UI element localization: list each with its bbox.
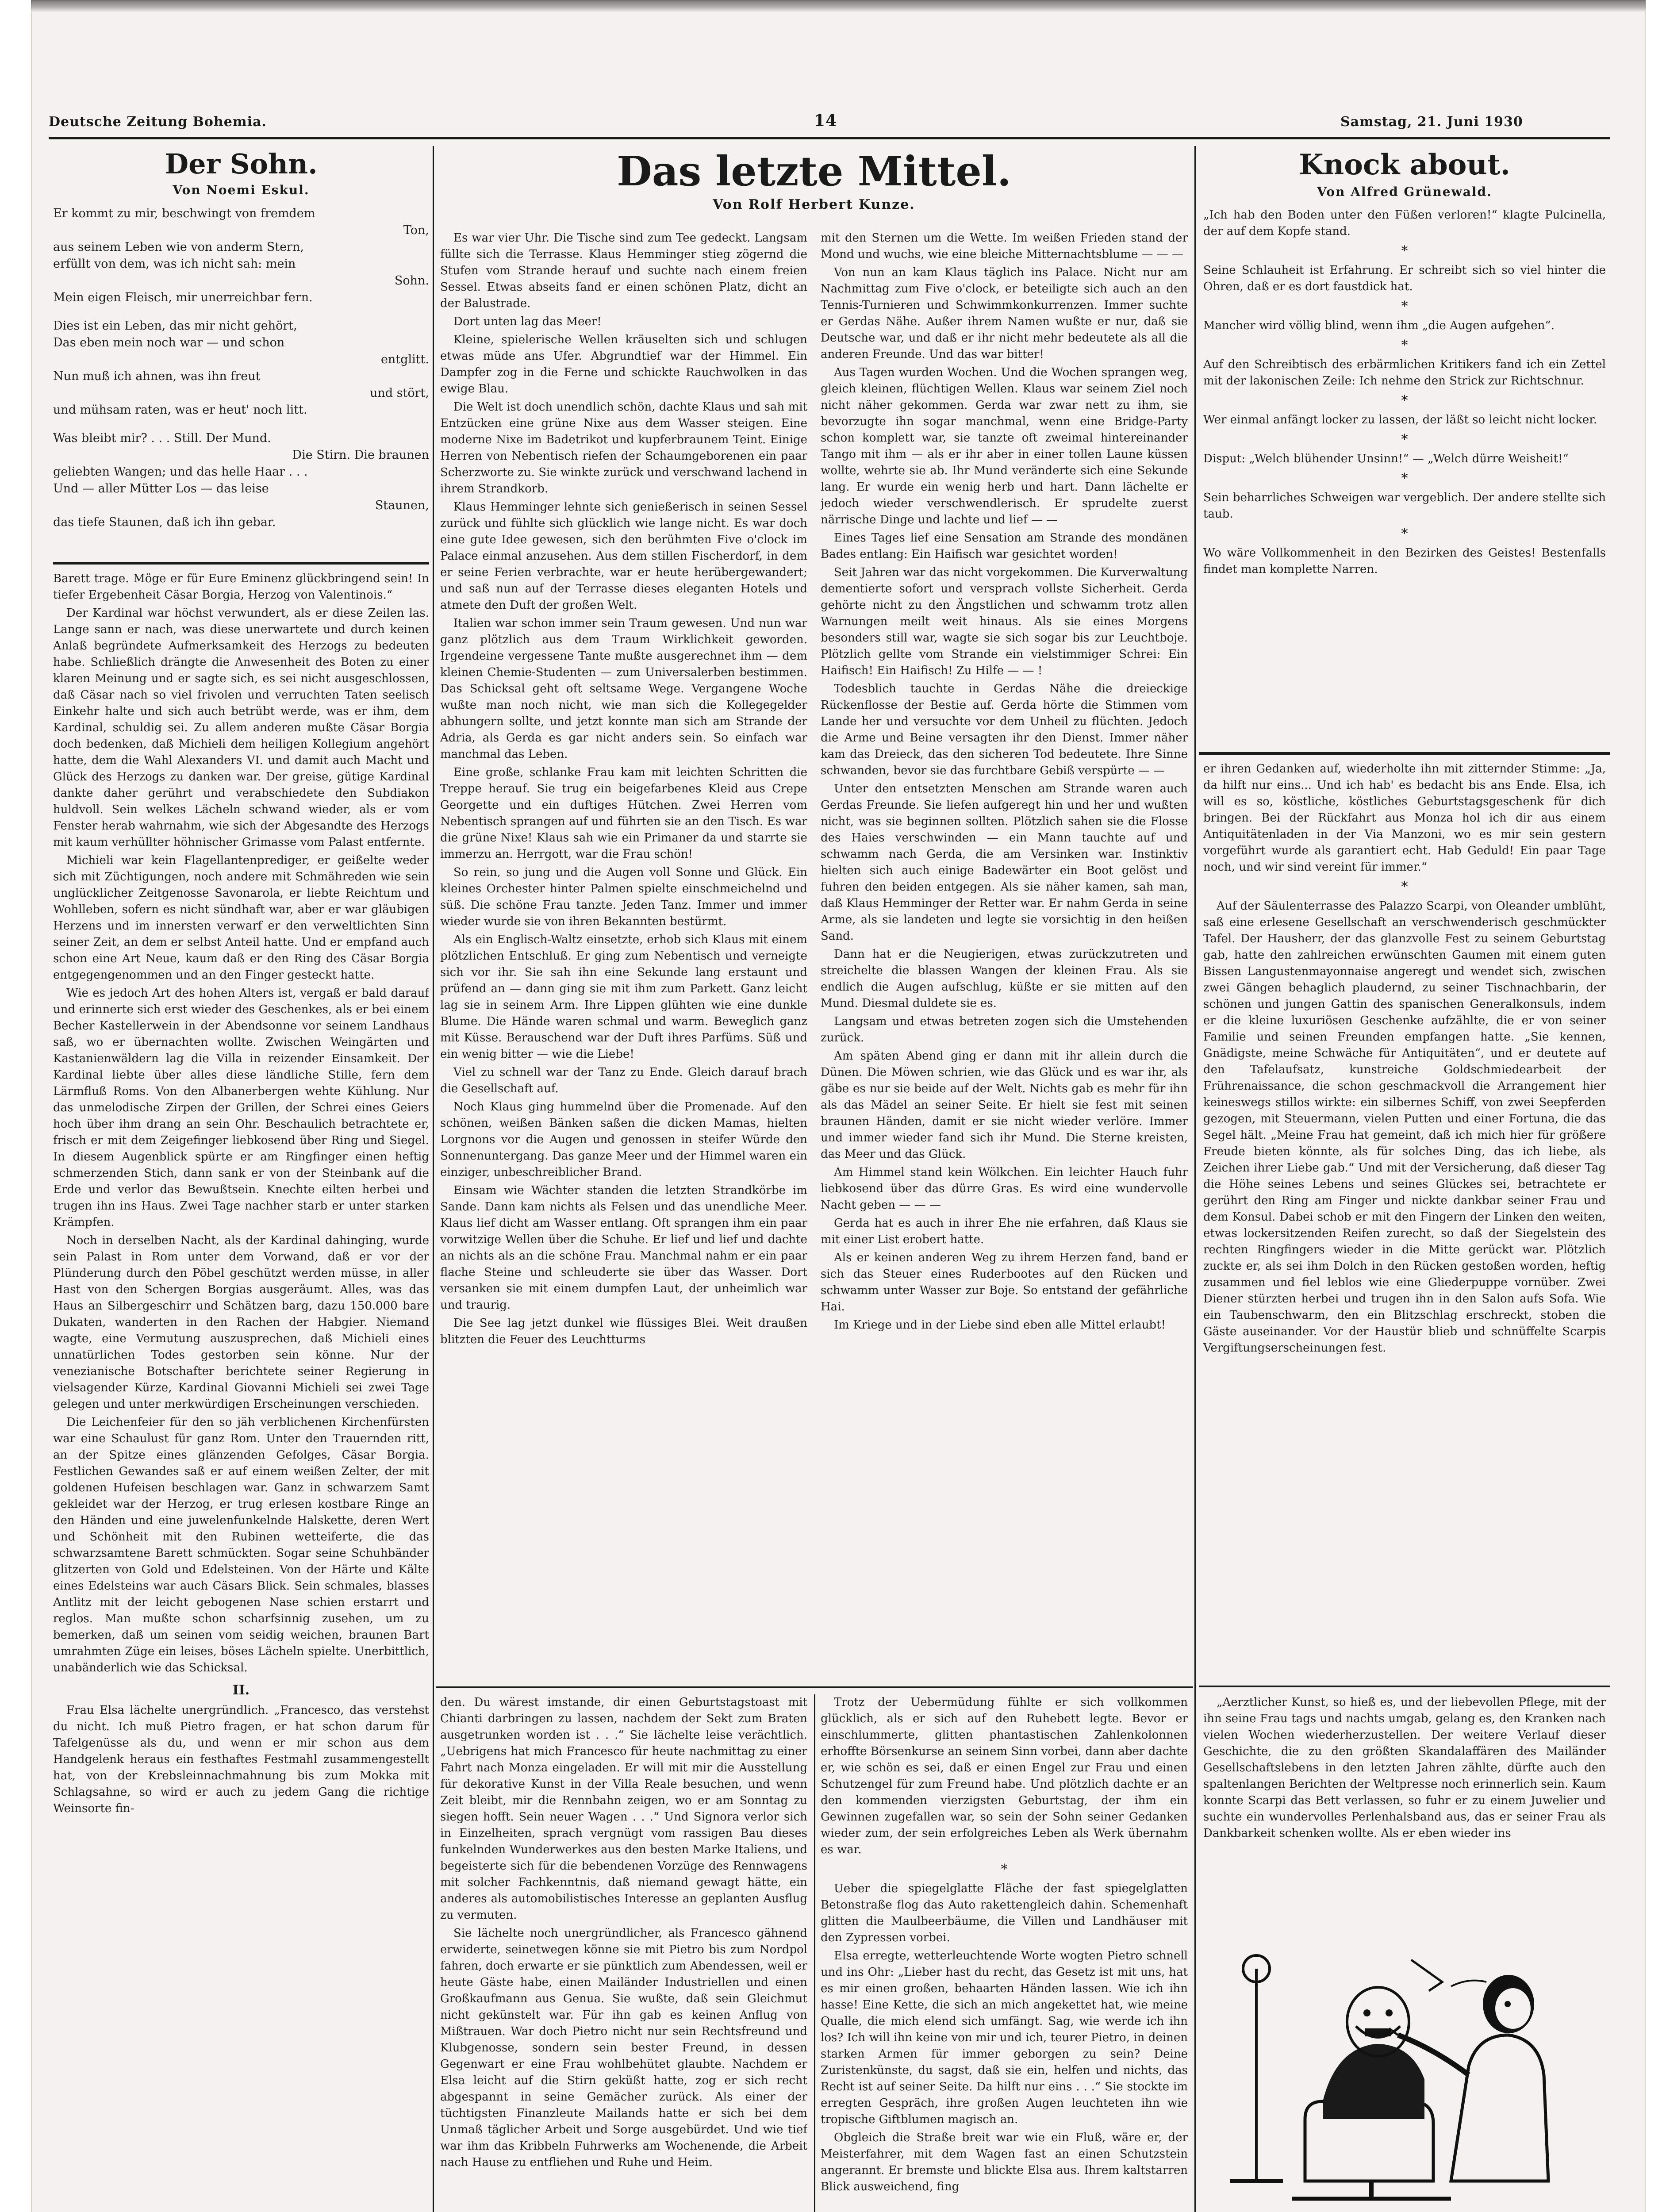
- story-paragraph: Italien war schon immer sein Traum gewesen. Und nun war ganz plötzlich aus dem Traum Wirklichkeit geworden. Irgendeine vergessene Tante mußte ausgerechnet ihm — dem kleinen Chemie-Studenten — zum Universalerben bestimmen. Das Schicksal geht oft seltsame Wege. Vergangene Woche wußte man noch nicht, wie man sich die Kollegegelder abhungern sollte, und jetzt konnte man sich am Strande der Adria, als Gerda es gar nicht anders sein. So einfach war manchmal das Leben.: [440, 617, 807, 761]
- poem-line: entglitt.: [380, 353, 429, 366]
- section-star: *: [1401, 338, 1408, 353]
- poem-line: und stört,: [370, 386, 429, 400]
- story-paragraph: Dann hat er die Neugierigen, etwas zurückzutreten und streichelte die blassen Wangen der kleinen Frau. Als sie endlich die Augen aufschlug, küßte er sie mitten auf den Mund. Diesmal duldete sie es.: [821, 948, 1188, 1010]
- story-paragraph: Von nun an kam Klaus täglich ins Palace. Nicht nur am Nachmittag zum Five o'clock, er beteiligte sich auch an den Tennis-Turnieren und Schwimmkonkurrenzen. Immer suchte er Gerdas Nähe. Außer ihrem Namen wußte er nur, daß sie Deutsche war, und daß er ihr nicht mehr bedeutete als all die anderen Freunde. Und das war bitter!: [821, 266, 1188, 361]
- poem-line: Was bleibt mir? . . . Still. Der Mund.: [53, 431, 271, 445]
- story-paragraph: den. Du wärest imstande, dir einen Geburtstagstoast mit Chianti darbringen zu lassen, nachdem der Sekt zum Braten ausgetrunken worden ist . . .“ Sie lächelte leise verächtlich. „Uebrigens hat mich Francesco für heute nachmittag zu einer Fahrt nach Monza eingeladen. Er will mit mir die Ausstellung für dekorative Kunst in der Villa Reale besuchen, und wenn Zeit bleibt, mir die Rennbahn zeigen, wo er am Sonntag zu siegen hofft. Sein neuer Wagen . . .“ Und Signora verlor sich in Einzelheiten, sprach vergnügt vom rassigen Bau dieses funkelnden Wunderwerkes aus den besten Marke Italiens, und begeisterte sich für die bebendenen Vorzüge des Rennwagens mit solcher Fachkenntnis, daß niemand gewagt hätte, ein anderes als automobilistisches Interesse an geplanten Ausflug zu vermuten.: [440, 1696, 807, 1922]
- story-paragraph: Eines Tages lief eine Sensation am Strande des mondänen Bades entlang: Ein Haifisch war gesichtet worden!: [821, 531, 1188, 561]
- story-paragraph: Aus Tagen wurden Wochen. Und die Wochen sprangen weg, gleich kleinen, flüchtigen Wellen. Klaus war seinem Ziel noch nicht näher gekommen. Gerda war zwar nett zu ihm, sie bevorzugte ihn sogar manchmal, wenn eine Bridge-Party schon komplett war, sie tanzte oft zweimal hintereinander Tango mit ihm — als er ihr aber in einer tollen Laune küssen wollte, wehrte sie ab. Ihr Mund veränderte sich eine Sekunde lang. Er wurde ein wenig herb und hart. Dann lächelte er jedoch wieder verschwendlerisch. Er sprudelte zuerst närrische Dinge und lachte und lief — —: [821, 366, 1188, 526]
- header-rule: [49, 137, 1610, 139]
- poem-line: Das eben mein noch war — und schon: [53, 336, 285, 349]
- poem-stanza: [53, 318, 429, 419]
- story-paragraph: Am Himmel stand kein Wölkchen. Ein leichter Hauch fuhr liebkosend über das dürre Gras. Es wird eine wundervolle Nacht geben — — —: [821, 1166, 1188, 1212]
- section-star: *: [1401, 299, 1408, 314]
- aphorism: Auf den Schreibtisch des erbärmlichen Kritikers fand ich ein Zettel mit der lakonischen Zeile: Ich nehme den Strick zur Richtschnur.: [1203, 358, 1606, 388]
- story-paragraph: Dort unten lag das Meer!: [453, 315, 602, 328]
- aphorisms-title: Knock about.: [1299, 148, 1510, 181]
- story-continuation-left: [440, 1694, 807, 2212]
- section-star: *: [1001, 1862, 1008, 1877]
- story-mittel-header: [440, 148, 1188, 219]
- story-paragraph: Es war vier Uhr. Die Tische sind zum Tee gedeckt. Langsam füllte sich die Terrasse. Klaus Hemminger stieg zögernd die Stufen vom Strande herauf und suchte nach einem freien Sessel. Etwas abseits fand er einen schönen Platz, dicht an der Balustrade.: [440, 231, 807, 310]
- poem-divider-rule: [53, 562, 429, 565]
- aphorism: Mancher wird völlig blind, wenn ihm „die Augen aufgehen“.: [1203, 319, 1555, 332]
- section-number: II.: [232, 1682, 250, 1698]
- dentist-cartoon-illustration: [1203, 1933, 1584, 2212]
- scan-left-margin: [0, 0, 31, 2212]
- scan-right-margin: [1646, 0, 1666, 2212]
- poem-stanza: [53, 430, 429, 531]
- story-paragraph: Sie lächelte noch unergründlicher, als Francesco gähnend erwiderte, seinetwegen könne sie mit Pietro bis zum Nordpol fahren, doch erwarte er sie pünktlich zum Abendessen, weil er heute Gäste habe, einen Mailänder Industriellen und einen Großkaufmann aus Genua. Sie wußte, daß sein Gleichmut nicht gekünstelt war. Für ihn gab es keinen Anflug von Mißtrauen. War doch Pietro nicht nur sein Rechtsfreund und Klubgenosse, sondern sein bester Freund, in dessen Gegenwart er eine Frau wohlbehütet glaubte. Nachdem er Elsa leicht auf die Stirn geküßt hatte, zog er sich recht abgespannt in seine Gemächer zurück. Als einer der tüchtigsten Finanzleute Mailands hatte er sich bei dem Unmaß täglicher Arbeit und Sorge ausgebürdet. Und wie tief war ihm das Kribbeln Fuhrwerks am Wochenende, die Arbeit nach Hause zu entfliehen und Ruhe und Heim.: [440, 1927, 807, 2169]
- story-paragraph: „Aerztlicher Kunst, so hieß es, und der liebevollen Pflege, mit der ihn seine Frau tags und nachts umgab, gelang es, den Kranken nach vielen Wochen wiederherzustellen. Der weitere Verlauf dieser Geschichte, die zu den größten Skandalaffären des Mailänder Gesellschaftslebens in den letzten Jahren zählte, dürfte auch den spaltenlangen Berichten der Weltpresse noch erinnerlich sein. Kaum konnte Scarpi das Bett verlassen, so fuhr er zu einem Juwelier und suchte ein wundervolles Perlenhalsband aus, das er seiner Frau als Dankbarkeit schenken wollte. Als er eben wieder ins: [1203, 1696, 1606, 1840]
- aphorism: Sein beharrliches Schweigen war vergeblich. Der andere stellte sich taub.: [1203, 491, 1606, 521]
- story-paragraph: Noch Klaus ging hummelnd über die Promenade. Auf den schönen, weißen Bänken saßen die dicken Mamas, hielten Lorgnons vor die Augen und genossen in steifer Würde den Sonnenuntergang. Das ganze Meer und der Himmel waren ein einziger, unbeschreiblicher Brand.: [440, 1100, 807, 1179]
- story-borgia: [53, 571, 429, 2212]
- poem-line: Er kommt zu mir, beschwingt von fremdem: [53, 207, 315, 220]
- header-page-number: 14: [814, 111, 837, 130]
- poem-der-sohn: [53, 148, 429, 560]
- poem-line: Die Stirn. Die braunen: [292, 448, 429, 462]
- story-paragraph: So rein, so jung und die Augen voll Sonne und Glück. Ein kleines Orchester hinter Palmen spielte einschmeichelnd und süß. Die schöne Frau tanzte. Jeden Tanz. Immer und immer wieder wurde sie von ihren Bekannten bestürmt.: [440, 866, 807, 928]
- story-paragraph: Klaus Hemminger lehnte sich genießerisch in seinen Sessel zurück und fühlte sich glücklich wie lange nicht. Es war doch eine gute Idee gewesen, sich den berühmten Five o'clock im Palace einmal anzusehen. Aus dem stillen Fischerdorf, in dem er seine Ferien verbrachte, war er heute herübergewandert; und saß nun auf der Terrasse dieses eleganten Hotels und atmete den Duft der großen Welt.: [440, 500, 807, 612]
- story-divider-rule: [436, 1686, 1193, 1688]
- header-date: Samstag, 21. Juni 1930: [1340, 114, 1523, 130]
- story-paragraph: Die Welt ist doch unendlich schön, dachte Klaus und sah mit Entzücken eine grüne Nixe aus dem Wasser steigen. Eine moderne Nixe im Badetrikot und kupferbraunem Teint. Einige Herren von Nebentisch riefen der Schaumgeborenen ein paar Scherzworte zu. Sie winkte zurück und verschwand lachend in ihrem Strandkorb.: [440, 400, 807, 495]
- story-paragraph: Einsam wie Wächter standen die letzten Strandkörbe im Sande. Dann kam nichts als Felsen und das unendliche Meer. Klaus lief dicht am Wasser entlang. Oft sprangen ihm ein paar vorwitzige Wellen über die Schuhe. Er lief und lief und dachte an nichts als an die schöne Frau. Manchmal nahm er ein paar flache Steine und schleuderte sie über das Wasser. Dort versanken sie mit einem dumpfen Laut, der unheimlich war und traurig.: [440, 1184, 807, 1312]
- section-star: *: [1401, 393, 1408, 408]
- poem-line: Und — aller Mütter Los — das leise: [53, 482, 269, 495]
- story-mittel-column-left: [440, 230, 807, 1681]
- story-paragraph: Als er keinen anderen Weg zu ihrem Herzen fand, band er sich das Steuer eines Ruderbootes auf den Rücken und schwamm unter Wasser zur Boje. So entstand der gefährliche Hai.: [821, 1251, 1188, 1313]
- story-paragraph: Am späten Abend ging er dann mit ihr allein durch die Dünen. Die Möwen schrien, wie das Glück und es war ihr, als gäbe es nur sie beide auf der Welt. Nichts gab es mehr für ihn als das Mädel an seiner Seite. Er hielt sie fest mit seinen braunen Händen, damit er sie nicht wieder verlöre. Immer und immer wieder fand sich ihr Mund. Die Sterne kreisten, das Meer und das Glück.: [821, 1049, 1188, 1161]
- poem-title: Der Sohn.: [165, 148, 318, 180]
- aphorism: Disput: „Welch blühender Unsinn!“ — „Welch dürre Weisheit!“: [1203, 452, 1569, 465]
- scan-top-edge: [31, 0, 1646, 12]
- story-b-rule: [1199, 1686, 1610, 1687]
- story-mittel-column-right: [821, 230, 1188, 1681]
- story-paragraph: Michieli war kein Flagellantenprediger, er geißelte weder sich mit Züchtigungen, noch andere mit Schmähreden wie sein unglücklicher Zeitgenosse Savonarola, er liebte Reichtum und Wohlleben, sofern es nicht sündhaft war, aber er war gläubigen Herzens und im innersten verwarf er den verweltlichten Sinn seiner Zeit, an dem er selbst Anteil hatte. Und er empfand auch schon eine Art Neue, kaum daß er den Ring des Cäsar Borgia entgegengenommen und an den Finger gesteckt hatte.: [53, 854, 429, 982]
- poem-line: Sohn.: [394, 274, 429, 288]
- aphorism: Seine Schlauheit ist Erfahrung. Er schreibt sich so viel hinter die Ohren, daß er es dort faustdick hat.: [1203, 264, 1606, 293]
- poem-line: geliebten Wangen; und das helle Haar . . .: [53, 465, 308, 479]
- aphorisms-knock-about: [1203, 148, 1606, 750]
- aphorisms-byline: Von Alfred Grünewald.: [1317, 184, 1492, 199]
- story-paragraph: Elsa erregte, wetterleuchtende Worte wogten Pietro schnell und ins Ohr: „Lieber hast du recht, das Gesetz ist mit uns, hat es mir einen großen, behaarten Händen lassen. Wie ich ihn hasse! Eine Kette, die sich an mich angekettet hat, wie meine Qualle, die mich elend sich umfängt. Sag, wie werde ich ihn los? Ich will ihn keine von mir und ich, teurer Pietro, in deinen starken Armen für immer geborgen zu sein? Deine Zuristenkünste, du sagst, daß sie ein, helfen und nichts, das Recht ist auf seiner Seite. Da hilft nur eins . . .“ Sie stockte im erregten Gespräch, ihre großen Augen leuchteten ihn wie tropische Giftblumen magisch an.: [821, 1949, 1188, 2126]
- story-paragraph: Gerda hat es auch in ihrer Ehe nie erfahren, daß Klaus sie mit einer List erobert hatte.: [821, 1217, 1188, 1246]
- poem-line: Dies ist ein Leben, das mir nicht gehört,: [53, 319, 297, 333]
- poem-byline: Von Noemi Eskul.: [173, 183, 310, 197]
- story-continuation-scarpi: [1203, 761, 1606, 1681]
- story-paragraph: er ihren Gedanken auf, wiederholte ihn mit zitternder Stimme: „Ja, da hilft nur eins... Und ich hab' es bedacht bis ans Ende. Elsa, ich will es so, köstliche, köstliches Geburtstagsgeschenk für dich bringen. Bei der Rückfahrt aus Monza hol ich dir aus einem Antiquitätenladen in der Via Manzoni, wo es mir sein gestern vorgeführt wurde als garantiert echt. Hab Geduld! Ein paar Tage noch, und wir sind vereint für immer.“: [1203, 762, 1606, 874]
- story-paragraph: Viel zu schnell war der Tanz zu Ende. Gleich darauf brach die Gesellschaft auf.: [440, 1066, 807, 1095]
- column-rule-1: [433, 146, 434, 2212]
- column-rule-2: [1194, 146, 1196, 2212]
- poem-line: Nun muß ich ahnen, was ihn freut: [53, 369, 261, 383]
- story-continuation-end: [1203, 1694, 1606, 1924]
- poem-line: das tiefe Staunen, daß ich ihn gebar.: [53, 515, 276, 529]
- section-star: *: [1401, 471, 1408, 486]
- story-paragraph: Im Kriege und in der Liebe sind eben alle Mittel erlaubt!: [834, 1318, 1166, 1332]
- aphorism-divider-rule: [1199, 752, 1610, 755]
- story-paragraph: Obgleich die Straße breit war wie ein Fluß, wäre er, der Meisterfahrer, mit dem Wagen fast an einen Schutzstein angerannt. Er bremste und blickte Elsa aus. Ihrem kaltstarren Blick ausweichend, fing: [821, 2131, 1188, 2193]
- story-paragraph: Wie es jedoch Art des hohen Alters ist, vergaß er bald darauf und erinnerte sich erst wieder des Geschenkes, als er bei einem Becher Kastellerwein in der Abendsonne vor seinem Landhaus saß, wo er übernachten wollte. Zwischen Weingärten und Kastanienwäldern lag die Villa in reizender Einsamkeit. Der Kardinal liebte über alles diese ländliche Stille, fern dem Lärmfluß Roms. Von den Albanerbergen wehte Kühlung. Nur das unmelodische Zirpen der Grillen, der Schrei eines Geiers hoch über ihm drang an sein Ohr. Beschaulich betrachtete er, frisch er mit dem Zeigefinger liebkosend über Ring und Siegel. In diesem Augenblick spürte er am Ringfinger einen heftig schmerzenden Stich, dann sank er von der Steinbank auf die Erde und verlor das Bewußtsein. Knechte eilten herbei und trugen ihn ins Haus. Zwei Tage nachher starb er unter starken Krämpfen.: [53, 987, 429, 1229]
- aphorism: Wo wäre Vollkommenheit in den Bezirken des Geistes! Bestenfalls findet man komplette Narren.: [1203, 546, 1606, 576]
- aphorism: „Ich hab den Boden unter den Füßen verloren!“ klagte Pulcinella, der auf dem Kopfe stand.: [1203, 208, 1606, 238]
- poem-line: erfüllt von dem, was ich nicht sah: mein: [53, 257, 296, 271]
- poem-line: aus seinem Leben wie von anderm Stern,: [53, 240, 304, 254]
- poem-line: Mein eigen Fleisch, mir unerreichbar fern.: [53, 291, 313, 304]
- story-paragraph: Die Leichenfeier für den so jäh verblichenen Kirchenfürsten war eine Schaulust für ganz Rom. Unter den Trauernden ritt, an der Spitze eines glänzenden Gefolges, Cäsar Borgia. Festlichen Gewandes saß er auf einem weißen Zelter, der mit goldenen Hufeisen beschlagen war. Ganz in schwarzem Samt gekleidet war der Herzog, er trug erlesen kostbare Ringe an den Händen und eine juwelenfunkelnde Halskette, deren Wert und Schönheit mit den Rubinen wetteiferte, die das schwarzsamtene Barett schmückten. Sogar seine Schuhbänder glitzerten von Gold und Edelsteinen. Von der Härte und Kälte eines Edelsteins war auch Cäsars Blick. Sein schmales, blasses Antlitz mit der leicht gebogenen Nase schien erstarrt und reglos. Man mußte schon scharfsinnig zusehen, um zu bemerken, daß um seinen vom seidig weichen, braunen Bart umrahmten Züge ein leises, böses Lächeln spielte. Unerbittlich, unabänderlich wie das Schicksal.: [53, 1416, 429, 1674]
- story-paragraph: Barett trage. Möge er für Eure Eminenz glückbringend sein! In tiefer Ergebenheit Cäsar Borgia, Herzog von Valentinois.“: [53, 572, 429, 602]
- section-star: *: [1401, 526, 1408, 541]
- story-paragraph: Noch in derselben Nacht, als der Kardinal dahinging, wurde sein Palast in Rom unter dem Vorwand, daß er vor der Plünderung durch den Pöbel geschützt werden müsse, in aller Hast von den Schergen Borgias ausgeräumt. Alles, was das Haus an Silbergeschirr und Schätzen barg, dazu 150.000 bare Dukaten, wanderten in den Rachen der Habgier. Niemand wagte, eine Vermutung auszusprechen, daß Michieli eines unnatürlichen Todes gestorben sein könne. Nur der venezianische Botschafter berichtete seiner Regierung in vielsagender Kürze, Kardinal Giovanni Michieli sei zwei Tage gelegen und unter merkwürdigen Erscheinungen verschieden.: [53, 1234, 429, 1411]
- story-paragraph: Langsam und etwas betreten zogen sich die Umstehenden zurück.: [821, 1015, 1188, 1045]
- section-star: *: [1401, 243, 1408, 259]
- story-paragraph: Ueber die spiegelglatte Fläche der fast spiegelglatten Betonstraße flog das Auto rakettengleich dahin. Schemenhaft glitten die Maulbeerbäume, die Villen und Landhäuser mit den Zypressen vorbei.: [821, 1882, 1188, 1944]
- story-continuation-right: [821, 1694, 1188, 2212]
- story-paragraph: Kleine, spielerische Wellen kräuselten sich und schlugen etwas müde ans Ufer. Abgrundtief war der Himmel. Ein Dampfer zog in die Ferne und schickte Rauchwolken in das ewige Blau.: [440, 333, 807, 396]
- story-paragraph: Als ein Englisch-Waltz einsetzte, erhob sich Klaus mit einem plötzlichen Entschluß. Er ging zum Nebentisch und verneigte sich vor ihr. Sie sah ihn eine Sekunde lang erstaunt und prüfend an — dann ging sie mit ihm zum Parkett. Ganz leicht lag sie in seinem Arm. Ihre Lippen glühten wie eine dunkle Blume. Die Hände waren schmal und warm. Beweglich ganz mit Küsse. Berauschend war der Duft ihres Parfüms. Süß und ein wenig bitter — wie die Liebe!: [440, 933, 807, 1061]
- story-paragraph: mit den Sternen um die Wette. Im weißen Frieden stand der Mond und wuchs, wie eine bleiche Mitternachtsblume — — —: [821, 231, 1188, 261]
- section-star: *: [1401, 879, 1408, 895]
- story-byline: Von Rolf Herbert Kunze.: [713, 197, 915, 212]
- aphorism: Wer einmal anfängt locker zu lassen, der läßt so leicht nicht locker.: [1203, 413, 1597, 426]
- story-paragraph: Eine große, schlanke Frau kam mit leichten Schritten die Treppe herauf. Sie trug ein beigefarbenes Kleid aus Crepe Georgette und ein duftiges Hütchen. Zwei Herren vom Nebentisch sprangen auf und führten sie an den Tisch. Es war die grüne Nixe! Klaus sah wie ein Primaner da und starrte sie immerzu an. Herrgott, war die Frau schön!: [440, 766, 807, 861]
- column-rule-mid: [814, 1694, 815, 2212]
- story-title: Das letzte Mittel.: [617, 148, 1011, 195]
- story-paragraph: Todesblich tauchte in Gerdas Nähe die dreieckige Rückenflosse der Bestie auf. Gerda hörte die Stimmen vom Lande her und versuchte vor dem Unheil zu flüchten. Jedoch die Arme und Beine versagten ihr den Dienst. Immer näher kam das Dreieck, das den sicheren Tod bedeutete. Ihre Sinne schwanden, bevor sie das furchtbare Gebiß verspürte — —: [821, 682, 1188, 777]
- poem-line: und mühsam raten, was er heut' noch litt.: [53, 403, 307, 417]
- story-paragraph: Auf der Säulenterrasse des Palazzo Scarpi, von Oleander umblüht, saß eine erlesene Gesellschaft an verschwenderisch geschmückter Tafel. Der Hausherr, der das glanzvolle Fest zu seinem Geburtstag gab, hatte den zahlreichen erwünschten Gaumen mit einem guten Bissen Langustenmayonnaise angeregt und wendet sich, zwischen zwei Gängen behaglich plaudernd, zu seiner Tischnachbarin, der schönen und jungen Gattin des spanischen Generalkonsuls, indem er die kleine luxuriösen Geschenke aufzählte, die er von seiner Familie und seinen Freunden empfangen hatte. „Sie kennen, Gnädigste, meine Schwäche für Antiquitäten“, und er deutete auf den Tafelaufsatz, kunstreiche Goldschmiedearbeit der Frührenaissance, die schon geschmackvoll die Arrangement hier keineswegs stillos wirkte: ein silbernes Schiff, von zwei Seepferden gezogen, mit Steuermann, vielen Putten und einer Fortuna, die das Segel hält. „Meine Frau hat gemeint, daß ich mich hier für größere Freude bieten könnte, als für solches Ding, das ich liebe, als Zeichen ihrer Liebe gab.“ Und mit der Versicherung, daß dieser Tag die Höhe seines Lebens und seines Glückes sei, betrachtete er gerührt den Ring am Finger und nickte dankbar seiner Frau und dem Konsul. Dabei schob er mit den Fingern der Linken den weiten, etwas lockersitzenden Reifen zurecht, so daß der Siegelstein des rechten Ringfingers wieder in die Mitte gerückt war. Plötzlich zuckte er, als sei ihm Dolch in den Rücken gestoßen worden, heftig zusammen und fiel leblos wie eine Gliederpuppe vornüber. Zwei Diener stürzten herbei und trugen ihn in den Salon aufs Sofa. Wie ein Taubenschwarm, den ein Blitzschlag erschreckt, stoben die Gäste auseinander. Vor der Haustür blieb und schnüffelte Scarpis Vergiftungserscheinungen fest.: [1203, 899, 1606, 1355]
- story-paragraph: Die See lag jetzt dunkel wie flüssiges Blei. Weit draußen blitzten die Feuer des Leuchtturms: [440, 1317, 807, 1346]
- header-newspaper-name: Deutsche Zeitung Bohemia.: [49, 114, 267, 130]
- poem-line: Ton,: [403, 223, 429, 237]
- section-star: *: [1401, 432, 1408, 447]
- story-paragraph: Unter den entsetzten Menschen am Strande waren auch Gerdas Freunde. Sie liefen aufgeregt hin und her und wußten nicht, was sie beginnen sollten. Plötzlich sahen sie die Flosse des Haies verschwinden — ein Mann tauchte auf und schwamm nach Gerda, die am Versinken war. Instinktiv hielten sich auch einige Badewärter ein Boot gelöst und fuhren den beiden entgegen. Als sie näher kamen, sah man, daß Klaus Hemminger der Retter war. Er nahm Gerda in seine Arme, als sie landeten und legte sie vorsichtig in den heißen Sand.: [821, 782, 1188, 943]
- story-paragraph: Trotz der Uebermüdung fühlte er sich vollkommen glücklich, als er sich auf den Ruhebett legte. Bevor er einschlummerte, glitten phantastischen Zahlenkolonnen erhoffte Börsenkurse an seinem Sinn vorbei, dann aber dachte er, wie schön es sei, daß er einen Engel zur Frau und einen Schutzengel für zum Freund habe. Und plötzlich dachte er an den kommenden vierzigsten Geburtstag, der ihm ein Gewinnen zugefallen war, so sein der Sohn seiner Gedanken wieder zum, der sein erfolgreiches Leben als Werk übernahm es war.: [821, 1696, 1188, 1856]
- poem-stanza: [53, 205, 429, 306]
- poem-line: Staunen,: [375, 499, 429, 512]
- story-paragraph: Seit Jahren war das nicht vorgekommen. Die Kurverwaltung dementierte sofort und versprach vollste Sicherheit. Gerda gehörte nicht zu den Ängstlichen und schwamm trotz allen Warnungen meilt weit hinaus. Als sie eines Morgens besonders still war, wagte sie sich sogar bis zur Leuchtboje. Plötzlich gellte vom Strande ein vielstimmiger Schrei: Ein Haifisch! Ein Haifisch! Zu Hilfe — — !: [821, 566, 1188, 677]
- story-paragraph: Der Kardinal war höchst verwundert, als er diese Zeilen las. Lange sann er nach, was diese unerwartete und durch keinen Anlaß begründete Aufmerksamkeit des Herzogs zu bedeuten habe. Schließlich drängte die Anwesenheit des Boten zu einer klaren Meinung und er sagte sich, es sei nicht ausgeschlossen, daß Cäsar nach so viel frivolen und verruchten Taten seelisch Einkehr halte und sich auch betrübt werde, was er ihm, dem Kardinal, schuldig sei. Zu allem anderen mußte Cäsar Borgia doch bedenken, daß Michieli dem heiligen Kollegium angehört hatte, dem die Wahl Alexanders VI. und damit auch Macht und Glück des Herzogs zu danken war. Der greise, gütige Kardinal dankte daher gerührt und verabschiedete den Subdiakon huldvoll. Sein welkes Lächeln schwand wieder, als er vom Fenster herab wahrnahm, wie sich der Abgesandte des Herzogs mit kaum verhüllter höhnischer Grimasse vom Palast entfernte.: [53, 607, 429, 849]
- story-paragraph: Frau Elsa lächelte unergründlich. „Francesco, das verstehst du nicht. Ich muß Pietro fragen, er hat schon darum für Tafelgenüsse als du, und wenn er mir schon aus dem Handgelenk heraus ein festhaftes Festmahl zusammengestellt hat, von der Krebsleinnachmahnung bis zum Mokka mit Schlagsahne, so wird er auch zu jedem Gang die richtige Weinsorte fin-: [53, 1704, 429, 1815]
